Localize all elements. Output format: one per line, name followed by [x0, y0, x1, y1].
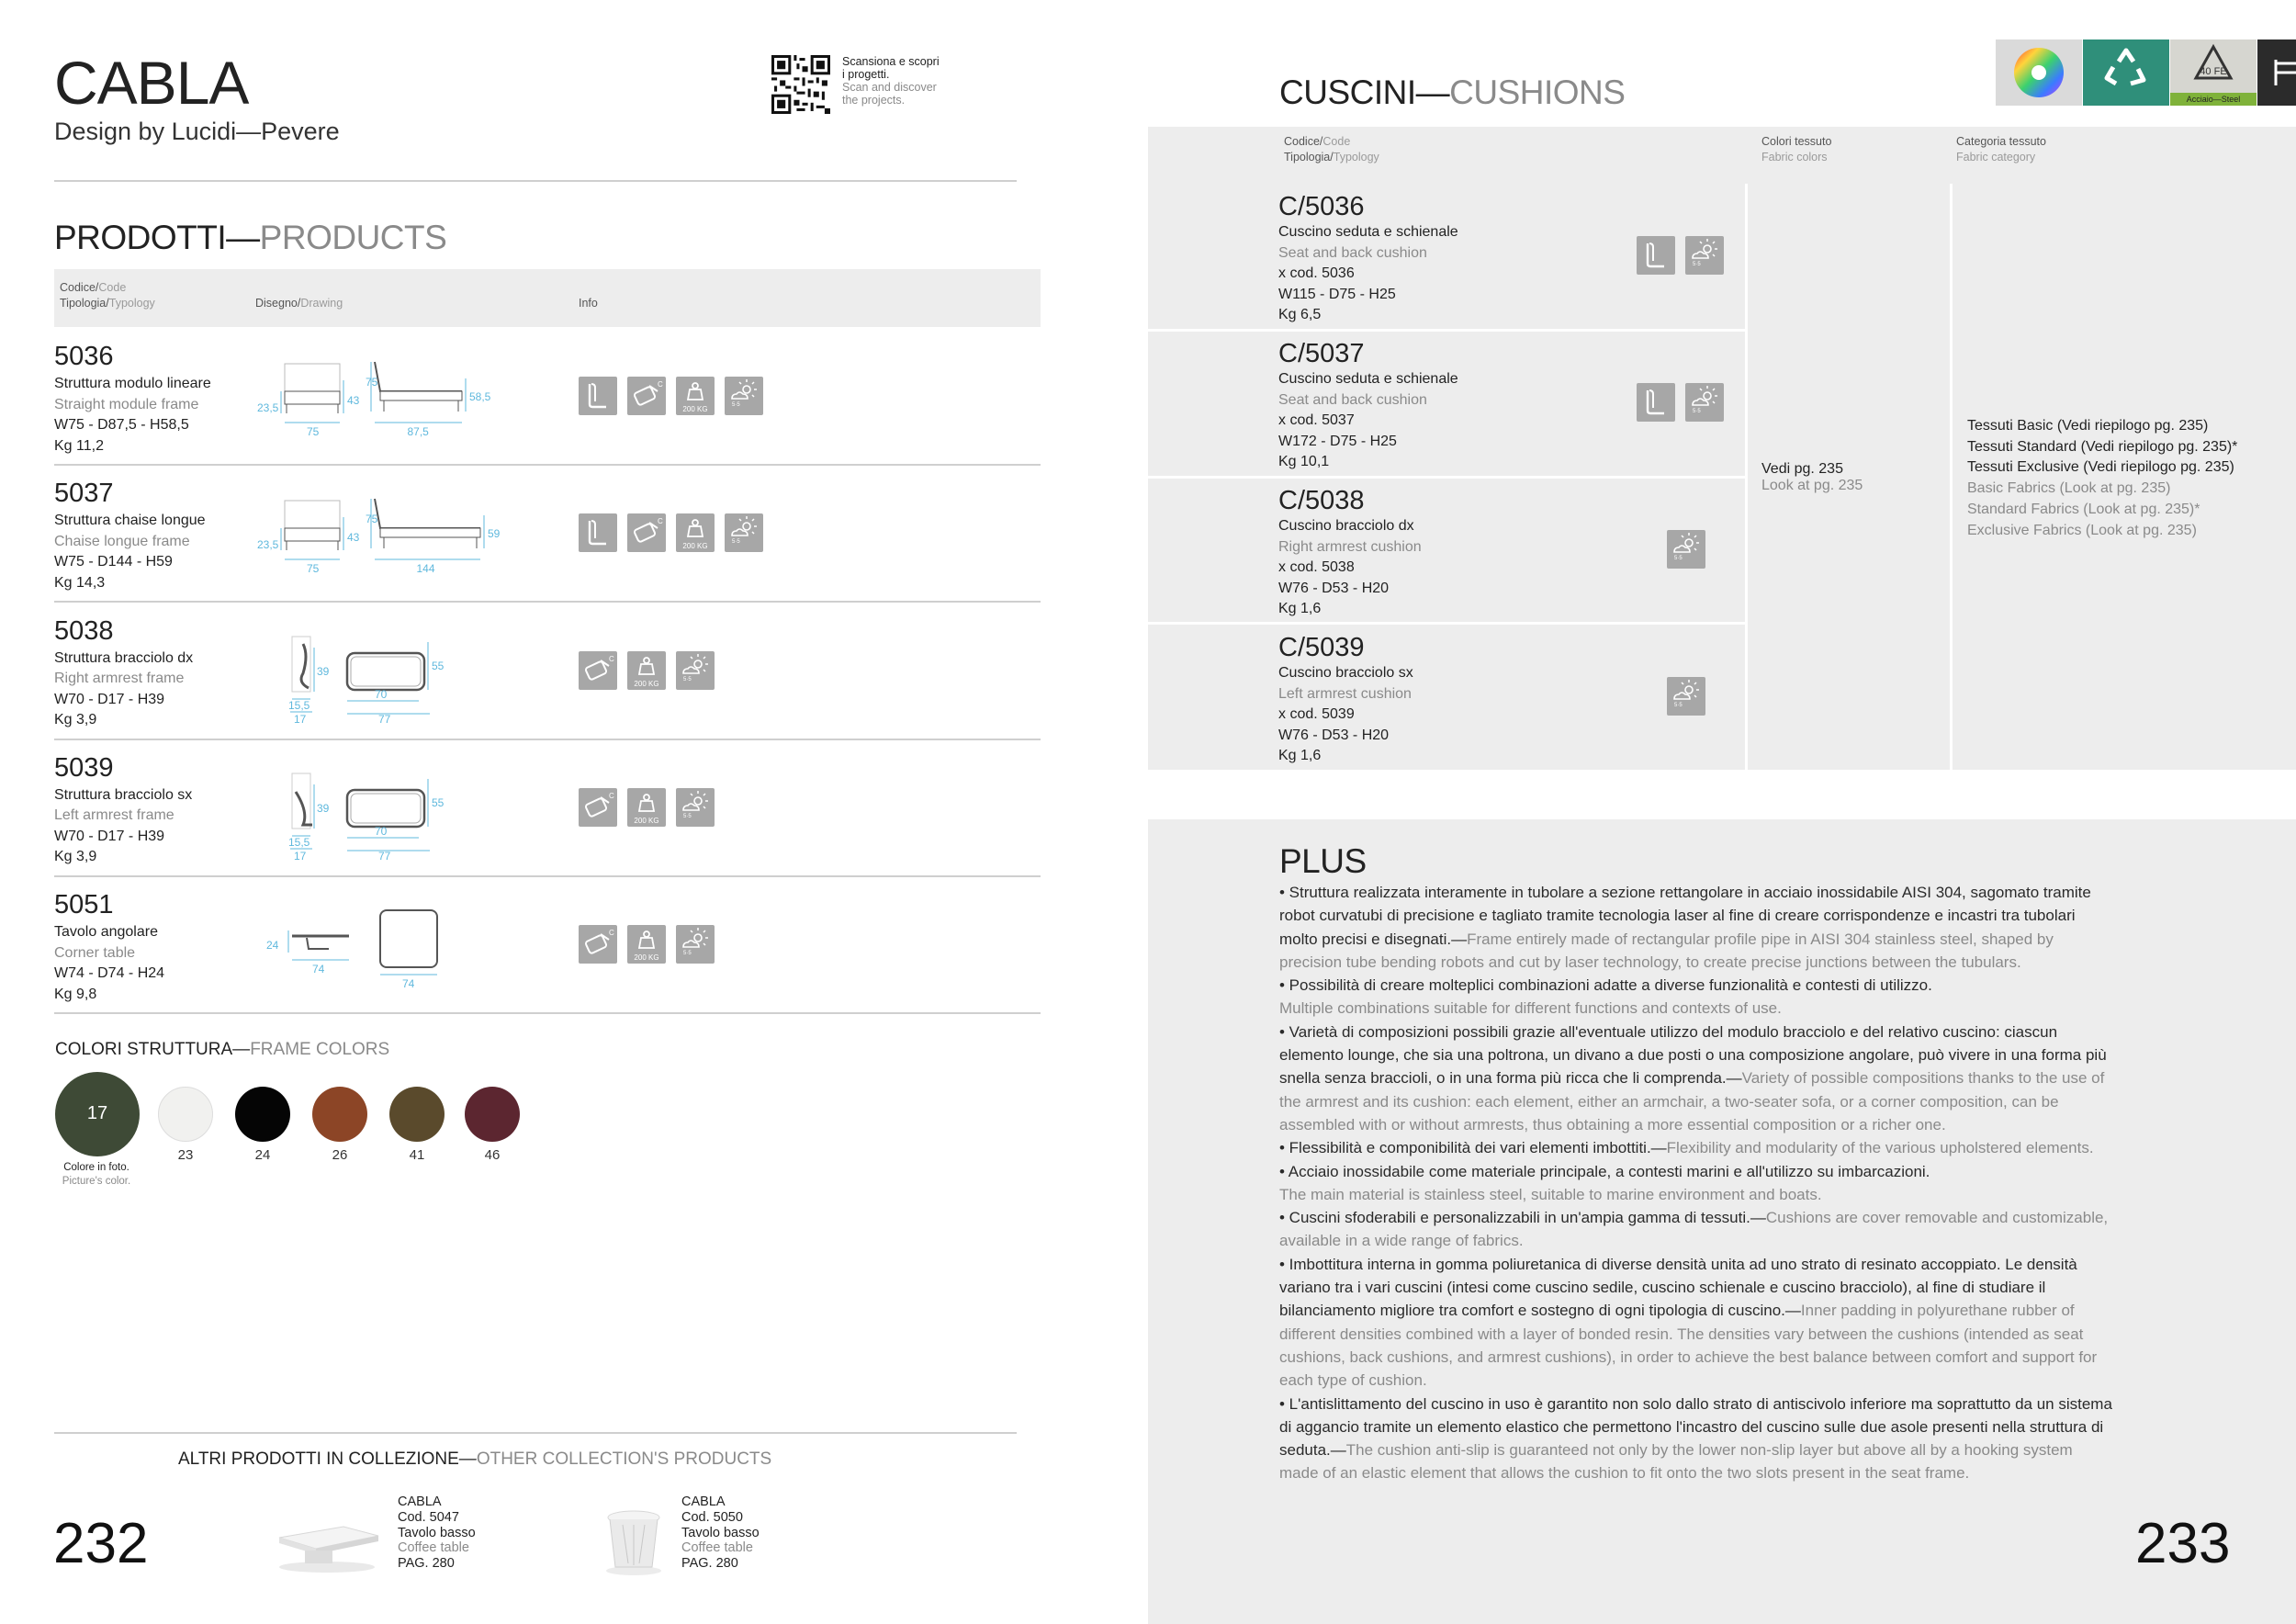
- dimension-label: 75: [366, 513, 378, 526]
- product-dimensions: W75 - D87,5 - H58,5: [54, 417, 189, 433]
- seat-icon: [1637, 383, 1675, 422]
- plus-item-en: Variety of possible compositions thanks to the use of the armrest and its cushion: each element, either an armchair, a two-seater sofa, or a corner composition, can be assembled with or without armrests, thus obtaining a more essential composition or a richer one.: [1279, 1069, 2105, 1133]
- product-weight: Kg 11,2: [54, 437, 104, 454]
- cushion-dimensions: W115 - D75 - H25: [1278, 286, 1396, 302]
- cushions-header-fabric-category: [1956, 134, 2046, 165]
- plus-item-en: Cushions are cover removable and customizable, available in a wide range of fabrics.: [1279, 1209, 2109, 1250]
- qr-caption: [842, 55, 952, 107]
- plus-item: [1279, 1160, 2115, 1207]
- dimension-label: 75: [366, 376, 378, 389]
- other-product-page: PAG. 280: [398, 1556, 455, 1572]
- cushion-weight: Kg 6,5: [1278, 307, 1322, 322]
- technical-drawing-5036: [255, 353, 512, 454]
- color-code: 41: [409, 1147, 425, 1163]
- products-header-code: [60, 280, 155, 311]
- product-code: 5051: [54, 890, 114, 920]
- other-product-name-it: Tavolo basso: [681, 1525, 760, 1540]
- load-icon: [627, 925, 666, 964]
- row-divider-1: [1148, 329, 1745, 332]
- dimension-label: 17: [294, 849, 307, 863]
- fabric-category-en: Exclusive Fabrics (Look at pg. 235): [1967, 522, 2197, 538]
- other-product-5047[interactable]: [398, 1494, 476, 1572]
- svg-text:5·5: 5·5: [683, 676, 692, 682]
- fe-recycle-icon: [2170, 39, 2257, 91]
- dimension-label: 77: [378, 712, 391, 726]
- product-dimensions: W70 - D17 - H39: [54, 828, 165, 844]
- product-name-en: Corner table: [54, 944, 136, 961]
- plus-item-en: Multiple combinations suitable for different functions and contexts of use.: [1279, 999, 1782, 1018]
- dimension-label: 55: [432, 659, 445, 672]
- svg-text:5·5: 5·5: [683, 951, 692, 957]
- hdr-fabric-colors-en: Fabric colors: [1761, 151, 1828, 164]
- technical-drawing-5038: [255, 627, 512, 728]
- plus-item-it: • Varietà di composizioni possibili grazie all'eventuale utilizzo del modulo bracciolo e del relativo cuscino: ciascun elemento lounge, che sia una poltrona, un divano a due posti o una composizione angolare, può vivere in una forma più snella senza braccioli, o in una forma più ricca che li comprenda.—: [1279, 1022, 2107, 1088]
- col-divider-2: [1950, 184, 1953, 770]
- steel-badge-label: Acciaio—Steel: [2170, 93, 2257, 106]
- dimension-label: 23,5: [257, 401, 279, 414]
- cushion-name-it: Cuscino seduta e schienale: [1278, 371, 1458, 387]
- load-capacity-label: 200 KG: [634, 816, 659, 825]
- product-code: 5036: [54, 342, 114, 371]
- dimension-label: 144: [416, 562, 435, 576]
- technical-drawing-5039: [255, 764, 512, 865]
- fabric-category-cell: [1967, 416, 2237, 541]
- dimension-label: 39: [317, 801, 330, 815]
- cushion-name-en: Seat and back cushion: [1278, 391, 1427, 408]
- fabric-category-it: Tessuti Basic (Vedi riepilogo pg. 235): [1967, 418, 2209, 434]
- plus-item: [1279, 974, 2115, 1021]
- cushions-title-en: CUSHIONS: [1449, 73, 1626, 111]
- hdr-fabric-cat-it: Categoria tessuto: [1956, 135, 2046, 148]
- product-row-divider: [54, 601, 1041, 603]
- qr-caption-en-1: Scan and discover: [842, 81, 937, 94]
- cover-icon: [579, 925, 617, 964]
- dimension-label: 75: [307, 425, 320, 438]
- product-name-en: Straight module frame: [54, 396, 199, 412]
- plus-item-it: • Imbottitura interna in gomma poliuretanica di diverse densità unita ad uno strato di resinato accoppiato. Le densità variano tra i vari cuscini (intesi come cuscino sedile, cuscino schienale e cuscino bracciolo), al fine di studiare il bilanciamento migliore tra comfort e sostegno di ogni tipologia di cuscino.—: [1279, 1255, 2077, 1320]
- color-code: 24: [254, 1147, 271, 1163]
- weather-icon: [725, 377, 763, 415]
- weather-icon: [676, 788, 715, 827]
- color-swatch-26[interactable]: [312, 1087, 367, 1142]
- frame-colors-title-en: FRAME COLORS: [250, 1040, 390, 1059]
- product-name-it: Struttura chaise longue: [54, 513, 206, 529]
- svg-text:5·5: 5·5: [1693, 262, 1701, 267]
- load-icon: [676, 513, 715, 552]
- cushion-dimensions: W172 - D75 - H25: [1278, 433, 1397, 449]
- plus-item-it: • Possibilità di creare molteplici combinazioni adatte a diverse funzionalità e contesti di utilizzo.: [1279, 976, 1932, 995]
- plus-text: [1279, 881, 2115, 1485]
- hdr-fabric-cat-en: Fabric category: [1956, 151, 2036, 164]
- plus-item: [1279, 1021, 2115, 1136]
- cushion-name-it: Cuscino seduta e schienale: [1278, 224, 1458, 240]
- dimension-label: 15,5: [288, 698, 310, 712]
- dimension-label: 77: [378, 849, 391, 863]
- weather-icon: [1667, 530, 1705, 569]
- plus-item-it: • Struttura realizzata interamente in tubolare a sezione rettangolare in acciaio inossidabile AISI 304, sagomato tramite robot curvatubi di precisione e tagliato tramite tecnologia laser al fine di creare corrispondenze e incastri tra tubolari molto precisi e disegnati.—: [1279, 884, 2091, 948]
- product-name-it: Struttura modulo lineare: [54, 376, 211, 391]
- svg-text:5·5: 5·5: [1674, 556, 1683, 561]
- dimension-label: 23,5: [257, 538, 279, 552]
- plus-item: [1279, 1206, 2115, 1253]
- product-code: 5038: [54, 615, 114, 646]
- plus-item: [1279, 1136, 2115, 1159]
- svg-text:C: C: [609, 654, 614, 663]
- cushion-dimensions: W76 - D53 - H20: [1278, 580, 1390, 596]
- color-note-it: Colore in foto.: [63, 1162, 129, 1173]
- plus-item-en: The cushion anti-slip is guaranteed not only by the lower non-slip layer but above all by a hooking system made of an elastic element that allows the cushion to fit onto the two slots present in the seat frame.: [1279, 1441, 2073, 1483]
- other-products-title-it: ALTRI PRODOTTI IN COLLEZIONE—: [178, 1449, 477, 1469]
- color-swatch-46[interactable]: [465, 1087, 520, 1142]
- coffee-table-5047-image[interactable]: [266, 1514, 386, 1578]
- dimension-label: 58,5: [469, 390, 491, 403]
- svg-text:C: C: [658, 380, 663, 389]
- color-code: 23: [177, 1147, 194, 1163]
- other-product-brand: CABLA: [681, 1494, 726, 1509]
- hdr-code-it: Codice/: [1284, 135, 1323, 148]
- divider-top: [54, 180, 1017, 182]
- dimension-label: 39: [317, 664, 330, 678]
- product-row-divider: [54, 739, 1041, 740]
- plus-item-en: Frame entirely made of rectangular profile pipe in AISI 304 stainless steel, shaped by precision tube bending robots and cut by laser technology, to create precise junctions between the tubulars.: [1279, 930, 2054, 971]
- svg-text:C: C: [609, 929, 614, 938]
- weather-icon: [676, 925, 715, 964]
- fabric-colors-en: Look at pg. 235: [1761, 478, 1863, 493]
- dimension-label: 15,5: [288, 835, 310, 849]
- product-name-en: Chaise longue frame: [54, 533, 190, 549]
- dimension-label: 87,5: [407, 425, 429, 438]
- technical-drawing-5037: [255, 490, 512, 591]
- hdr-code-en: Code: [1322, 135, 1351, 148]
- plus-item-it: • Flessibilità e componibilità dei vari elementi imbottiti.—: [1279, 1139, 1667, 1157]
- page-number-left: 232: [53, 1512, 149, 1575]
- color-note: [51, 1161, 142, 1189]
- page-number-right: 233: [2135, 1512, 2231, 1575]
- product-code: 5039: [54, 752, 114, 783]
- other-product-name-en: Coffee table: [398, 1540, 469, 1556]
- hdr-typology-en: Typology: [1333, 151, 1379, 164]
- color-code: 17: [86, 1103, 108, 1123]
- other-product-code: Cod. 5050: [681, 1509, 743, 1525]
- product-row-divider: [54, 1012, 1041, 1014]
- hdr-fabric-colors-it: Colori tessuto: [1761, 135, 1832, 148]
- plus-item-it: • Acciaio inossidabile come materiale principale, a contesti marini e all'utilizzo su imbarcazioni.: [1279, 1162, 1930, 1180]
- dimension-label: 17: [294, 712, 307, 726]
- hdr-drawing-it: Disegno/: [255, 297, 301, 310]
- dimension-label: 43: [347, 531, 360, 545]
- product-weight: Kg 3,9: [54, 849, 97, 865]
- fabric-category-en: Standard Fabrics (Look at pg. 235)*: [1967, 501, 2200, 517]
- seat-icon: [579, 513, 617, 552]
- color-code: 46: [484, 1147, 501, 1163]
- other-product-name-en: Coffee table: [681, 1540, 753, 1556]
- product-row-divider: [54, 464, 1041, 466]
- cushion-name-it: Cuscino bracciolo sx: [1278, 665, 1413, 681]
- dimension-label: 75: [307, 562, 320, 576]
- dimension-label: 24: [266, 939, 279, 953]
- cushion-code: C/5039: [1278, 633, 1365, 662]
- weather-icon: [676, 651, 715, 690]
- outdoor-furniture-icon: [2257, 39, 2296, 106]
- cushions-header-code: [1284, 134, 1379, 165]
- weather-icon: [1685, 383, 1724, 422]
- cushion-dimensions: W76 - D53 - H20: [1278, 727, 1390, 743]
- recycle-badge: [2083, 39, 2169, 106]
- qr-code-icon[interactable]: [771, 55, 830, 114]
- color-code: 26: [332, 1147, 348, 1163]
- svg-text:5·5: 5·5: [1693, 409, 1701, 414]
- product-dimensions: W74 - D74 - H24: [54, 965, 165, 982]
- technical-drawing-5051: [255, 901, 512, 1002]
- product-weight: Kg 14,3: [54, 574, 106, 591]
- recycle-icon: [2083, 39, 2169, 106]
- dimension-label: 70: [375, 687, 388, 701]
- color-swatch-23[interactable]: [158, 1087, 213, 1142]
- plus-item: [1279, 881, 2115, 974]
- products-title-it: PRODOTTI—: [54, 219, 260, 256]
- fabric-category-it: Tessuti Standard (Vedi riepilogo pg. 235)*: [1967, 438, 2238, 455]
- hdr-typology-en: Typology: [108, 297, 155, 310]
- cushions-header-fabric-colors: [1761, 134, 1831, 165]
- load-icon: [627, 651, 666, 690]
- load-icon: [676, 377, 715, 415]
- dimension-label: 55: [432, 795, 445, 809]
- load-icon: [627, 788, 666, 827]
- svg-text:5·5: 5·5: [1674, 703, 1683, 708]
- plus-item-en: Inner padding in polyurethane rubber of different densities combined with a layer of bonded resin. The densities vary between the cushions (intended as seat cushions, back cushions, and armrest cushions), in order to achieve the best balance between comfort and support for each type of cushion.: [1279, 1302, 2098, 1390]
- product-name-en: Left armrest frame: [54, 807, 174, 824]
- designer-credit: Design by Lucidi—Pevere: [54, 118, 340, 145]
- frame-colors-title-it: COLORI STRUTTURA—: [55, 1040, 251, 1059]
- other-product-brand: CABLA: [398, 1494, 442, 1509]
- product-dimensions: W75 - D144 - H59: [54, 554, 173, 570]
- svg-text:C: C: [609, 791, 614, 800]
- fabric-colors-it: Vedi pg. 235: [1761, 461, 1843, 477]
- color-swatch-24[interactable]: [235, 1087, 290, 1142]
- hdr-typology-it: Tipologia/: [60, 297, 109, 310]
- cover-icon: [627, 377, 666, 415]
- plus-item-en: Flexibility and modularity of the various upholstered elements.: [1666, 1139, 2094, 1157]
- fabric-colors-cell: [1761, 461, 1863, 494]
- cushion-weight: Kg 1,6: [1278, 748, 1322, 763]
- load-capacity-label: 200 KG: [634, 679, 659, 688]
- dimension-label: 59: [488, 527, 501, 541]
- seat-icon: [579, 377, 617, 415]
- svg-text:5·5: 5·5: [732, 402, 740, 408]
- svg-text:5·5: 5·5: [732, 539, 740, 546]
- color-wheel-icon: [1996, 39, 2082, 106]
- product-weight: Kg 9,8: [54, 986, 97, 1002]
- hdr-code-it: Codice/: [60, 281, 99, 294]
- cushion-name-en: Right armrest cushion: [1278, 538, 1422, 555]
- dimension-label: 70: [375, 824, 388, 838]
- fabric-category-en: Basic Fabrics (Look at pg. 235): [1967, 480, 2171, 497]
- hdr-typology-it: Tipologia/: [1284, 151, 1334, 164]
- qr-caption-it-2: i progetti.: [842, 68, 890, 81]
- outdoor-badge: [2257, 39, 2296, 106]
- weather-icon: [1685, 236, 1724, 275]
- fe-steel-badge: [2170, 39, 2257, 106]
- plus-title: PLUS: [1279, 842, 1367, 880]
- cushion-name-it: Cuscino bracciolo dx: [1278, 518, 1414, 534]
- cushion-code: C/5038: [1278, 486, 1365, 515]
- fabric-category-it: Tessuti Exclusive (Vedi riepilogo pg. 235): [1967, 459, 2234, 476]
- plus-item: [1279, 1253, 2115, 1393]
- plus-item-it: • Cuscini sfoderabili e personalizzabili in un'ampia gamma di tessuti.—: [1279, 1209, 1766, 1227]
- product-weight: Kg 3,9: [54, 712, 97, 728]
- other-product-5050[interactable]: [681, 1494, 760, 1572]
- cushions-title-it: CUSCINI—: [1279, 73, 1450, 111]
- cover-icon: [627, 513, 666, 552]
- coffee-table-5050-image[interactable]: [597, 1505, 670, 1578]
- color-note-en: Picture's color.: [62, 1176, 131, 1187]
- products-title-en: PRODUCTS: [259, 219, 447, 256]
- color-swatch-41[interactable]: [389, 1087, 445, 1142]
- other-product-name-it: Tavolo basso: [398, 1525, 476, 1540]
- product-code: 5037: [54, 479, 114, 509]
- cushion-name-en: Seat and back cushion: [1278, 244, 1427, 261]
- frame-colors-title: [55, 1040, 389, 1060]
- qr-caption-en-2: the projects.: [842, 94, 906, 107]
- products-title: [54, 219, 446, 257]
- other-product-page: PAG. 280: [681, 1556, 738, 1572]
- products-header-drawing: [255, 296, 343, 311]
- cushion-code: C/5037: [1278, 339, 1365, 368]
- cushion-weight: Kg 10,1: [1278, 454, 1330, 469]
- products-header-info: Info: [579, 297, 598, 310]
- load-capacity-label: 200 KG: [634, 953, 659, 963]
- dimension-label: 74: [402, 977, 415, 991]
- product-name-en: Right armrest frame: [54, 671, 185, 687]
- cushion-reference: x cod. 5038: [1278, 559, 1355, 575]
- product-row-divider: [54, 875, 1041, 877]
- cushion-reference: x cod. 5037: [1278, 412, 1355, 428]
- qr-caption-it-1: Scansiona e scopri: [842, 55, 940, 68]
- cushions-title: [1279, 73, 1625, 112]
- cushion-name-en: Left armrest cushion: [1278, 685, 1412, 702]
- svg-text:5·5: 5·5: [683, 813, 692, 819]
- brand-title: CABLA: [54, 49, 249, 117]
- row-divider-3: [1148, 622, 1745, 625]
- dimension-label: 43: [347, 394, 360, 407]
- other-products-title: [178, 1449, 771, 1470]
- cushion-reference: x cod. 5039: [1278, 706, 1355, 722]
- cushion-code: C/5036: [1278, 192, 1365, 221]
- cover-icon: [579, 651, 617, 690]
- divider-bottom: [54, 1432, 1017, 1434]
- plus-item-it: • L'antislittamento del cuscino in uso è garantito non solo dallo strato di antiscivolo inferiore ma soprattutto da un sistema di aggancio tramite un elemento elastico che permettono l'incastro del cuscino sulle due asole presenti nella struttura di seduta.—: [1279, 1394, 2112, 1460]
- cushion-reference: x cod. 5036: [1278, 265, 1355, 281]
- seat-icon: [1637, 236, 1675, 275]
- other-product-code: Cod. 5047: [398, 1509, 459, 1525]
- cover-icon: [579, 788, 617, 827]
- load-capacity-label: 200 KG: [682, 405, 708, 413]
- dimension-label: 74: [312, 963, 325, 976]
- other-products-title-en: OTHER COLLECTION'S PRODUCTS: [476, 1449, 772, 1469]
- product-name-it: Struttura bracciolo dx: [54, 649, 194, 666]
- product-name-it: Struttura bracciolo sx: [54, 786, 193, 803]
- color-wheel-badge: [1996, 39, 2082, 106]
- hdr-code-en: Code: [98, 281, 127, 294]
- weather-icon: [1667, 677, 1705, 716]
- product-name-it: Tavolo angolare: [54, 924, 158, 941]
- col-divider-1: [1745, 184, 1748, 770]
- load-capacity-label: 200 KG: [682, 542, 708, 551]
- plus-item-en: The main material is stainless steel, suitable to marine environment and boats.: [1279, 1185, 1822, 1203]
- product-dimensions: W70 - D17 - H39: [54, 691, 165, 707]
- cushion-weight: Kg 1,6: [1278, 601, 1322, 616]
- products-table-header: [54, 269, 1041, 327]
- fe-label: 40 FE: [2200, 66, 2227, 77]
- svg-text:C: C: [658, 517, 663, 526]
- plus-item: [1279, 1393, 2115, 1485]
- hdr-drawing-en: Drawing: [300, 297, 343, 310]
- weather-icon: [725, 513, 763, 552]
- row-divider-2: [1148, 476, 1745, 479]
